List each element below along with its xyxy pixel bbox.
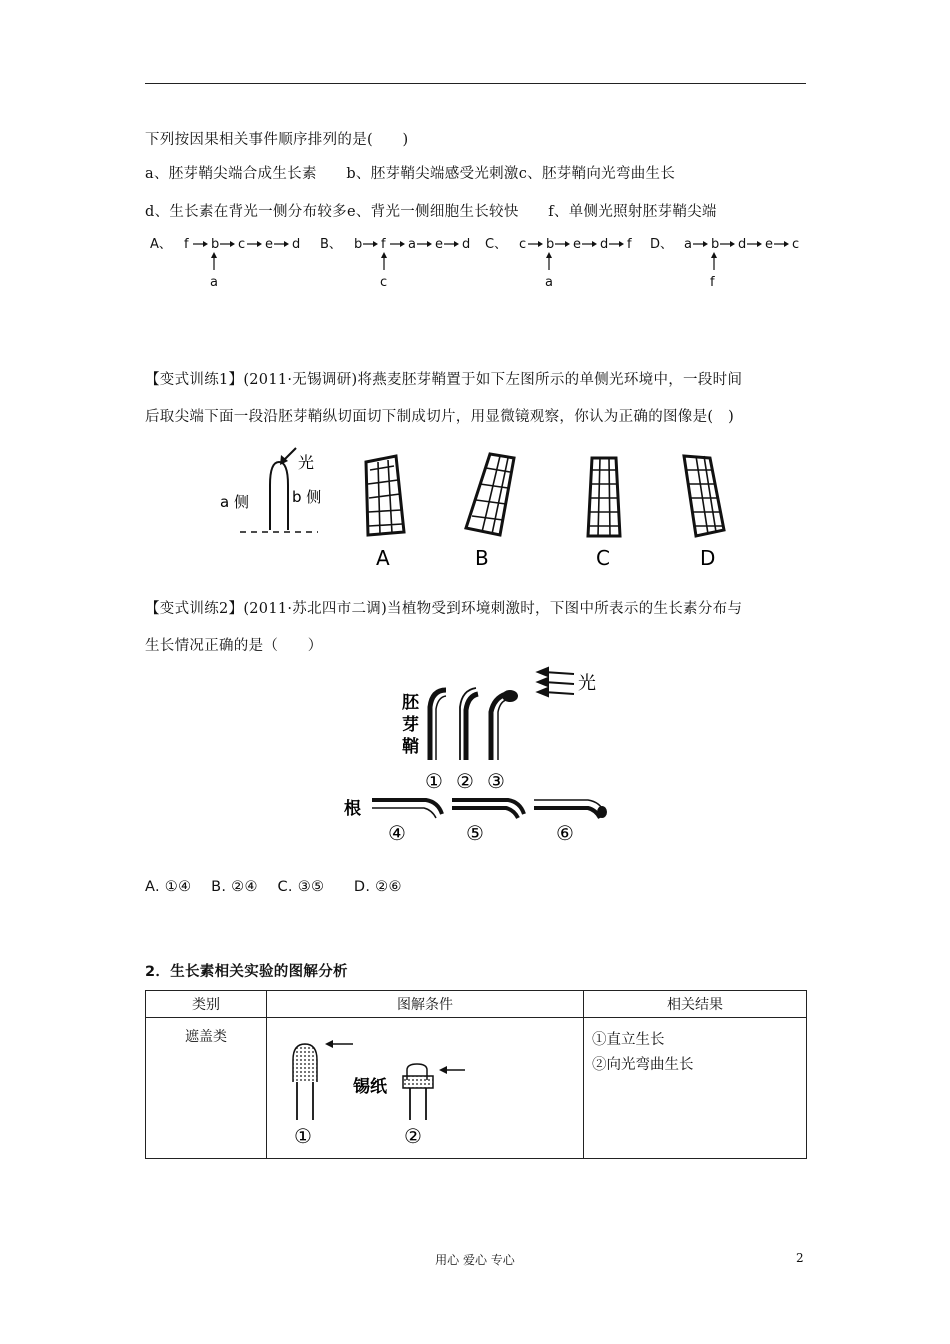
row-condition — [267, 1018, 584, 1159]
covering-figure — [267, 1018, 581, 1149]
section-label-a: A — [376, 546, 390, 570]
q1-option-label: A、 — [150, 237, 172, 252]
section2-title: 2．生长素相关实验的图解分析 — [145, 964, 348, 980]
footer-text: 用心 爱心 专心 — [435, 1253, 515, 1267]
q1-input-letter: a — [210, 275, 218, 290]
q1-chain-letter: a — [408, 237, 416, 252]
q1-option-A — [150, 237, 300, 290]
q1-chain-letter: f — [184, 237, 189, 252]
q1-chain-arrowhead — [784, 241, 789, 247]
q1-chain-arrowhead — [284, 241, 289, 247]
light-label-2: 光 — [578, 673, 596, 694]
q1-chain-arrowhead — [703, 241, 708, 247]
q1-chain-letter: d — [462, 237, 471, 252]
coleoptile-label: 胚 芽 鞘 — [402, 693, 419, 757]
variant2-line-2: 生长情况正确的是（ ） — [145, 638, 323, 654]
q1-chain-arrowhead — [454, 241, 459, 247]
q1-chain-arrowhead — [400, 241, 405, 247]
q1-chain-letter: b — [354, 237, 363, 252]
coleoptile-1 — [430, 690, 446, 760]
q1-input-arrowhead — [211, 252, 217, 258]
section-b-image — [466, 454, 514, 535]
q1-chain-arrowhead — [730, 241, 735, 247]
q1-input-letter: c — [380, 275, 388, 290]
num-2: ② — [456, 769, 474, 793]
q1-input-arrowhead — [546, 252, 552, 258]
variant1-figure — [218, 440, 733, 575]
section-c-image — [588, 458, 620, 536]
q1-option-C — [485, 237, 632, 290]
variant1-line-1: 【变式训练1】(2011·无锡调研)将燕麦胚芽鞘置于如下左图所示的单侧光环境中，一段时间 — [145, 372, 743, 388]
section-label-d: D — [700, 546, 716, 570]
section-d-image — [684, 456, 724, 536]
q1-chain-letter: d — [738, 237, 747, 252]
table-row — [146, 1018, 807, 1159]
q1-chain-letter: b — [211, 237, 220, 252]
q1-chain-arrowhead — [373, 241, 378, 247]
q1-chain-letter: a — [684, 237, 692, 252]
q1-option-label: B、 — [320, 237, 342, 252]
header-result: 相关结果 — [584, 991, 807, 1018]
foil-label: 锡纸 — [353, 1077, 387, 1097]
section-a-image — [366, 456, 404, 535]
q1-chain-arrowhead — [538, 241, 543, 247]
variant1-line-2: 后取尖端下面一段沿胚芽鞘纵切面切下制成切片，用显微镜观察，你认为正确的图像是( ) — [145, 409, 735, 425]
q1-option-D — [650, 237, 799, 290]
q1-chain-letter: e — [573, 237, 581, 252]
experiment-table — [145, 990, 807, 1159]
q1-chain-arrowhead — [592, 241, 597, 247]
q1-chain-letter: b — [711, 237, 720, 252]
num-4: ④ — [388, 821, 406, 845]
q1-option-B — [320, 237, 470, 290]
foil-cap-1 — [293, 1044, 317, 1082]
num-3: ③ — [487, 769, 505, 793]
q1-line-2: d、生长素在背光一侧分布较多e、背光一侧细胞生长较快 f、单侧光照射胚芽鞘尖端 — [145, 204, 717, 220]
q1-chain-arrowhead — [565, 241, 570, 247]
q1-option-label: C、 — [485, 237, 508, 252]
light-arrows — [538, 668, 574, 696]
q1-line-1: a、胚芽鞘尖端合成生长素 b、胚芽鞘尖端感受光刺激c、胚芽鞘向光弯曲生长 — [145, 166, 676, 182]
result-2: ②向光弯曲生长 — [592, 1057, 694, 1073]
variant2-answers: A. ①④ B. ②④ C. ③⑤ D. ②⑥ — [145, 879, 402, 895]
page-number: 2 — [796, 1251, 804, 1265]
variant2-line-1: 【变式训练2】(2011·苏北四市二调)当植物受到环境刺激时，下图中所表示的生长素分布与 — [145, 601, 743, 617]
q1-chain-letter: f — [381, 237, 386, 252]
q1-input-arrowhead — [711, 252, 717, 258]
q1-chain-arrowhead — [203, 241, 208, 247]
side-a-label: a 侧 — [220, 493, 249, 511]
result-1: ①直立生长 — [592, 1032, 665, 1048]
q1-chain-letter: d — [600, 237, 609, 252]
q1-chain-letter: b — [546, 237, 555, 252]
q1-option-label: D、 — [650, 237, 674, 252]
side-b-label: b 侧 — [292, 488, 322, 506]
num-1: ① — [425, 769, 443, 793]
q1-chain-letter: e — [265, 237, 273, 252]
root-label: 根 — [344, 799, 361, 819]
q1-input-letter: a — [545, 275, 553, 290]
q1-chain-letter: c — [792, 237, 800, 252]
num-6: ⑥ — [556, 821, 574, 845]
q1-chain-arrowhead — [257, 241, 262, 247]
num-5: ⑤ — [466, 821, 484, 845]
q1-chain-arrowhead — [427, 241, 432, 247]
q1-chain-letter: e — [435, 237, 443, 252]
table-header-row — [146, 991, 807, 1018]
q1-chain-letter: e — [765, 237, 773, 252]
num-plant-1: ① — [294, 1124, 312, 1148]
header-category: 类别 — [146, 991, 267, 1018]
q1-input-letter: f — [710, 275, 715, 290]
row-category: 遮盖类 — [146, 1018, 267, 1159]
row-result — [584, 1018, 807, 1159]
header-condition: 图解条件 — [267, 991, 584, 1018]
q1-stem: 下列按因果相关事件顺序排列的是( ) — [145, 132, 409, 148]
header-rule — [145, 83, 806, 84]
coleoptile-shape — [270, 462, 288, 530]
q1-chain-arrowhead — [757, 241, 762, 247]
q1-input-arrowhead — [381, 252, 387, 258]
q1-chain-letter: c — [519, 237, 527, 252]
foil-band-2 — [403, 1076, 433, 1088]
variant2-figure — [338, 662, 618, 852]
section-label-c: C — [596, 546, 610, 570]
q1-chain-letter: d — [292, 237, 301, 252]
light-label: 光 — [298, 453, 315, 472]
q1-chain-letter: f — [627, 237, 632, 252]
num-plant-2: ② — [404, 1124, 422, 1148]
q1-options-figure — [150, 230, 810, 295]
q1-chain-arrowhead — [230, 241, 235, 247]
q1-chain-arrowhead — [619, 241, 624, 247]
q1-chain-letter: c — [238, 237, 246, 252]
section-label-b: B — [475, 546, 489, 570]
